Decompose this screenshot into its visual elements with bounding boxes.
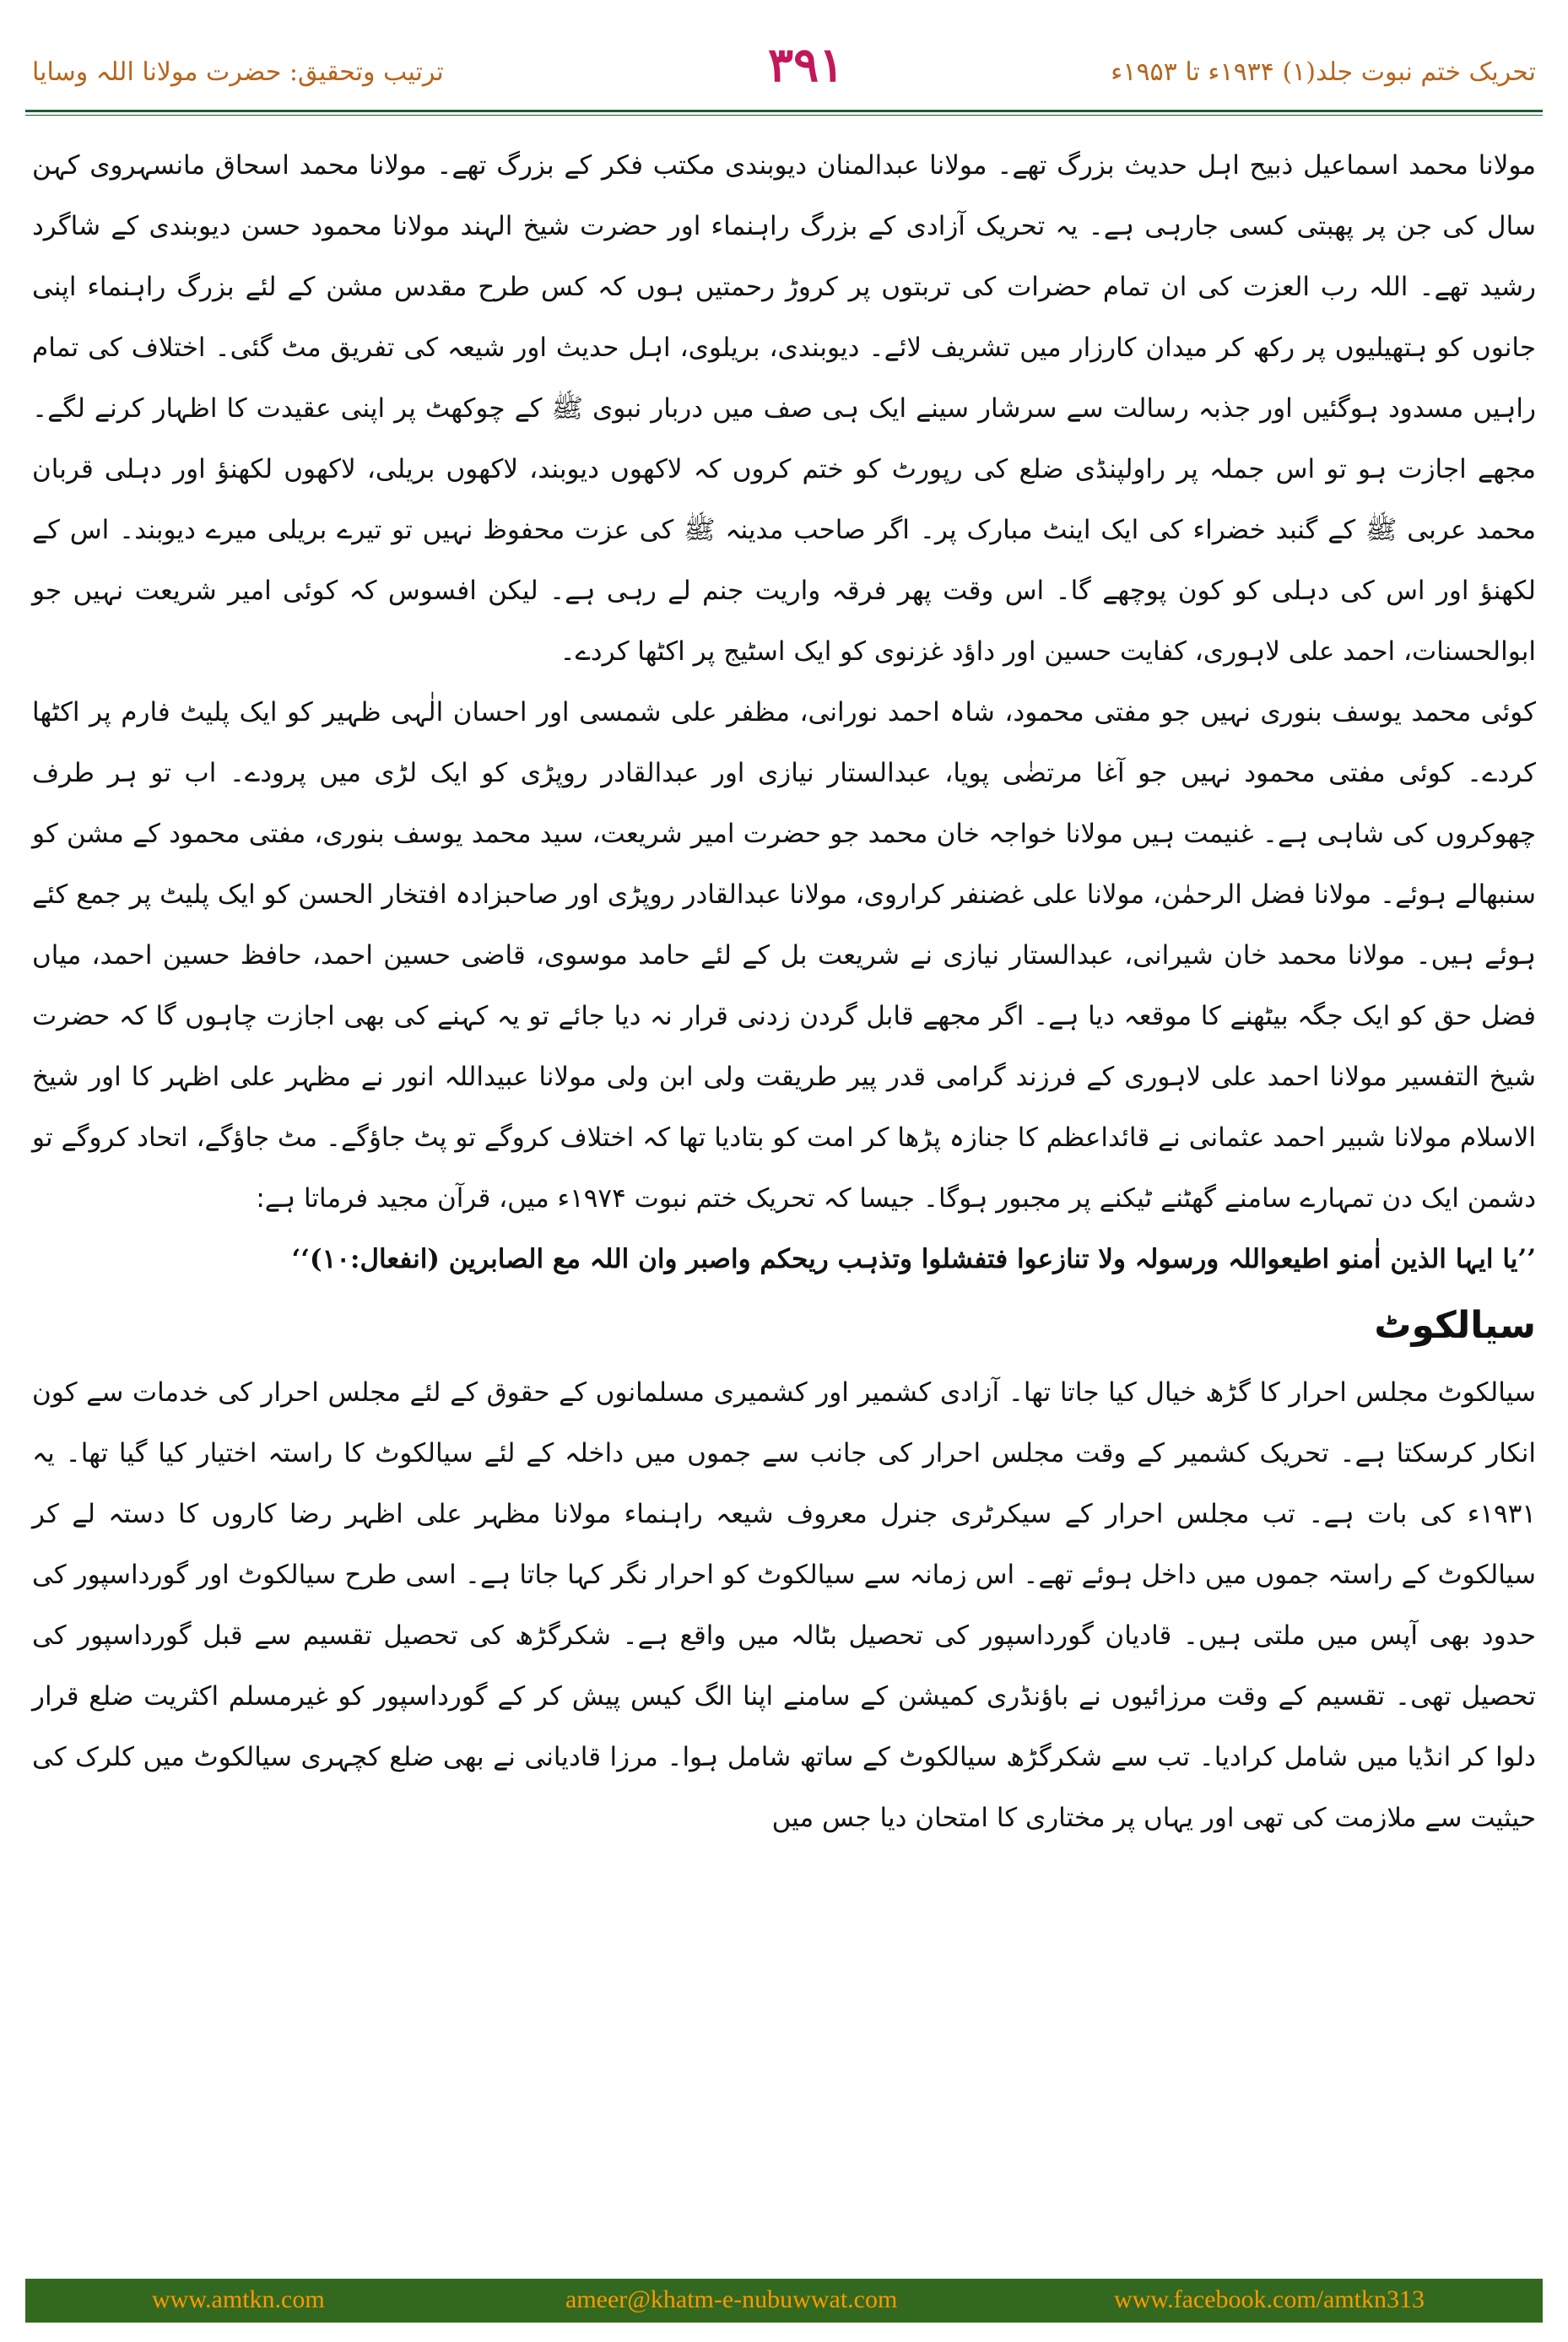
- section-heading: سیالکوٹ: [1374, 1304, 1536, 1347]
- page-header: [25, 25, 1543, 118]
- quran-quote: ’’یا ایہا الذین اٰمنو اطیعواللہ ورسولہ ولا تنازعوا فتفشلوا وتذہب ریحکم واصبر وان اللہ مع الصابرین (انفعال:۱۰)‘‘: [291, 1244, 1536, 1274]
- header-rule-thin: [25, 115, 1543, 116]
- page-body: [32, 135, 1536, 1848]
- facebook-link[interactable]: www.facebook.com/amtkn313: [1114, 2285, 1425, 2313]
- email-link[interactable]: ameer@khatm-e-nubuwwat.com: [565, 2285, 898, 2313]
- website-link[interactable]: www.amtkn.com: [152, 2285, 325, 2313]
- book-title: تحریک ختم نبوت جلد(۱) ۱۹۳۴ء تا ۱۹۵۳ء: [1111, 57, 1536, 87]
- body-paragraph: مولانا محمد اسماعیل ذبیح اہل حدیث بزرگ تھے۔ مولانا عبدالمنان دیوبندی مکتب فکر کے بزرگ تھے۔ مولانا محمد اسحاق مانسہروی کہن سال کی جن پر پھبتی کسی جارہی ہے۔ یہ تحریک آزادی کے بزرگ راہنماء اور حضرت شیخ الہند مولانا محمود حسن دیوبندی کے شاگرد رشید تھے۔ اللہ رب العزت کی ان تمام حضرات کی تربتوں پر کروڑ رحمتیں ہوں کہ کس طرح مقدس مشن کے لئے بزرگ راہنماء اپنی جانوں کو ہتھیلیوں پر رکھ کر میدان کارزار میں تشریف لائے۔ دیوبندی، بریلوی، اہل حدیث اور شیعہ کی تفریق مٹ گئی۔ اختلاف کی تمام راہیں مسدود ہوگئیں اور جذبہ رسالت سے سرشار سینے ایک ہی صف میں دربار نبوی ﷺ کے چوکھٹ پر اپنی عقیدت کا اظہار کرنے لگے۔ مجھے اجازت ہو تو اس جملہ پر راولپنڈی ضلع کی رپورٹ کو ختم کروں کہ لاکھوں دیوبند، لاکھوں بریلی، لاکھوں لکھنؤ اور دہلی قربان محمد عربی ﷺ کے گنبد خضراء کی ایک اینٹ مبارک پر۔ اگر صاحب مدینہ ﷺ کی عزت محفوظ نہیں تو تیرے بریلی میرے دیوبند۔ اس کے لکھنؤ اور اس کی دہلی کو کون پوچھے گا۔ اس وقت پھر فرقہ واریت جنم لے رہی ہے۔ لیکن افسوس کہ کوئی امیر شریعت نہیں جو ابوالحسنات، احمد علی لاہوری، کفایت حسین اور داؤد غزنوی کو ایک اسٹیج پر اکٹھا کردے۔: [32, 150, 1537, 667]
- header-rule: [25, 110, 1543, 112]
- body-paragraph: کوئی محمد یوسف بنوری نہیں جو مفتی محمود، شاہ احمد نورانی، مظفر علی شمسی اور احسان الٰہی ظہیر کو ایک پلیٹ فارم پر اکٹھا کردے۔ کوئی مفتی محمود نہیں جو آغا مرتضٰی پویا، عبدالستار نیازی اور عبدالقادر روپڑی کو ایک لڑی میں پرودے۔ اب تو ہر طرف چھوکروں کی شاہی ہے۔ غنیمت ہیں مولانا خواجہ خان محمد جو حضرت امیر شریعت، سید محمد یوسف بنوری، مفتی محمود کے مشن کو سنبھالے ہوئے۔ مولانا فضل الرحمٰن، مولانا علی غضنفر کراروی، مولانا عبدالقادر روپڑی اور صاحبزادہ افتخار الحسن کو ایک پلیٹ پر جمع کئے ہوئے ہیں۔ مولانا محمد خان شیرانی، عبدالستار نیازی نے شریعت بل کے لئے حامد موسوی، قاضی حسین احمد، حافظ حسین احمد، میاں فضل حق کو ایک جگہ بیٹھنے کا موقعہ دیا ہے۔ اگر مجھے قابل گردن زدنی قرار نہ دیا جائے تو یہ کہنے کی بھی اجازت چاہوں گا کہ حضرت شیخ التفسیر مولانا احمد علی لاہوری کے فرزند گرامی قدر پیر طریقت ولی ابن ولی مولانا عبیداللہ انور نے مظہر علی اظہر کا اور شیخ الاسلام مولانا شبیر احمد عثمانی نے قائداعظم کا جنازہ پڑھا کر امت کو بتادیا تھا کہ اختلاف کروگے تو پٹ جاؤگے۔ مٹ جاؤگے، اتحاد کروگے تو دشمن ایک دن تمہارے سامنے گھٹنے ٹیکنے پر مجبور ہوگا۔ جیسا کہ تحریک ختم نبوت ۱۹۷۴ء میں، قرآن مجید فرماتا ہے:: [32, 697, 1536, 1214]
- page-footer: [25, 2279, 1543, 2323]
- page-number: ۳۹۱: [768, 37, 845, 93]
- compiler-credit: ترتیب وتحقیق: حضرت مولانا اللہ وسایا: [32, 57, 444, 87]
- section-paragraph: سیالکوٹ مجلس احرار کا گڑھ خیال کیا جاتا تھا۔ آزادی کشمیر اور کشمیری مسلمانوں کے حقوق کے لئے مجلس احرار کی خدمات سے کون انکار کرسکتا ہے۔ تحریک کشمیر کے وقت مجلس احرار کی جانب سے جموں میں داخلہ کے لئے سیالکوٹ کا راستہ اختیار کیا گیا تھا۔ یہ ۱۹۳۱ء کی بات ہے۔ تب مجلس احرار کے سیکرٹری جنرل معروف شیعہ راہنماء مولانا مظہر علی اظہر رضا کاروں کا دستہ لے کر سیالکوٹ کے راستہ جموں میں داخل ہوئے تھے۔ اس زمانہ سے سیالکوٹ کو احرار نگر کہا جاتا ہے۔ اسی طرح سیالکوٹ اور گورداسپور کی حدود بھی آپس میں ملتی ہیں۔ قادیان گورداسپور کی تحصیل بٹالہ میں واقع ہے۔ شکرگڑھ کی تحصیل تقسیم سے قبل گورداسپور کی تحصیل تھی۔ تقسیم کے وقت مرزائیوں نے باؤنڈری کمیشن کے سامنے اپنا الگ کیس پیش کر کے گورداسپور کو غیرمسلم اکثریت ضلع قرار دلوا کر انڈیا میں شامل کرادیا۔ تب سے شکرگڑھ سیالکوٹ کے ساتھ شامل ہوا۔ مرزا قادیانی نے بھی ضلع کچہری سیالکوٹ میں کلرک کی حیثیت سے ملازمت کی تھی اور یہاں پر مختاری کا امتحان دیا جس میں: [32, 1377, 1536, 1833]
